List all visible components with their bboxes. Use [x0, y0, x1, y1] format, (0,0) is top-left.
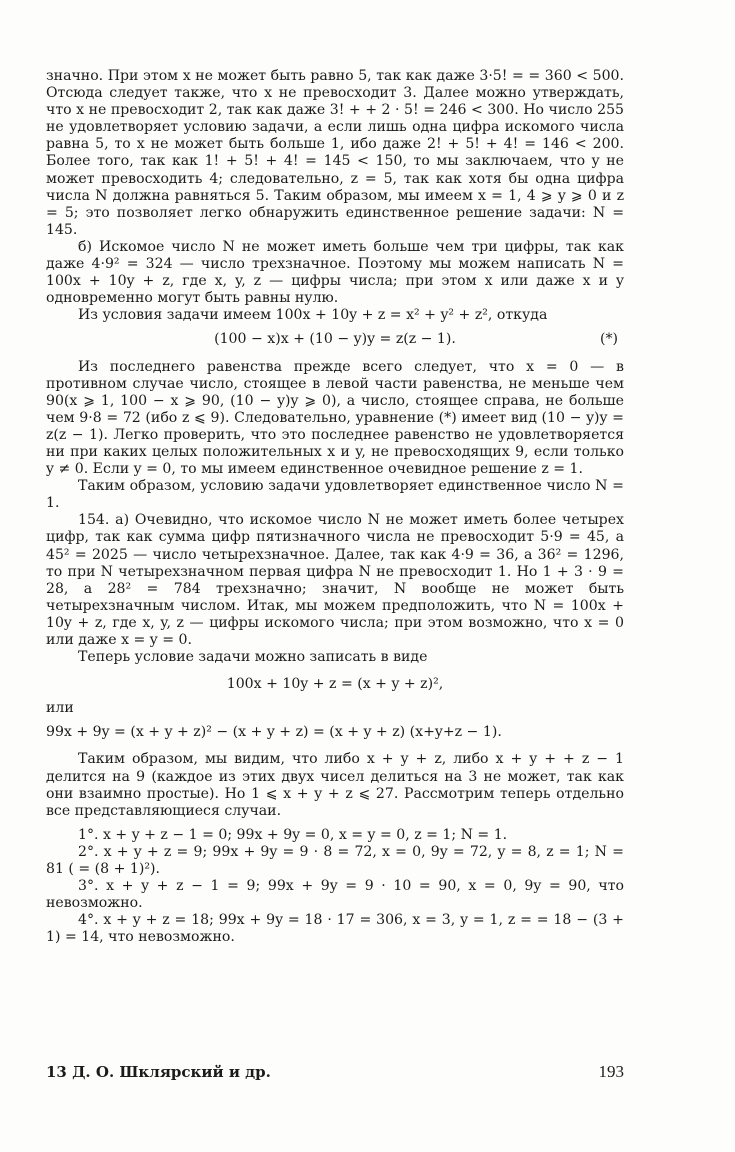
- equation-difference: 99x + 9y = (x + y + z)² − (x + y + z) = (x + y + z) (x+y+z − 1).: [46, 724, 502, 741]
- case-1: 1°. x + y + z − 1 = 0; 99x + 9y = 0, x = y = 0, z = 1; N = 1.: [78, 826, 508, 843]
- equation-star-row: [46, 331, 624, 348]
- paragraph-analysis: Из последнего равенства прежде всего следует, что x = 0 — в противном случае число, стоящее в левой части равенства, не меньше чем 90(x ⩾ 1, 100 − x ⩾ 90, (10 − y)y ⩾ 0), а число, стоящее справа, не больше чем 9·8 = 72 (ибо z ⩽ 9). Следовательно, уравнение (*) имеет вид (10 − y)y = z(z − 1). Легко проверить, что это последнее равенство не удовлетворяется ни при каких целых положительных x и y, не превосходящих 9, если только y ≠ 0. Если y = 0, то мы имеем единственное очевидное решение z = 1.: [46, 358, 624, 478]
- page-body: [46, 68, 624, 947]
- case-3: 3°. x + y + z − 1 = 9; 99x + 9y = 9 · 10 = 90, x = 0, 9y = 90, что невозможно.: [46, 878, 624, 912]
- paragraph-part-b: б) Искомое число N не может иметь больше чем три цифры, так как даже 4·9² = 324 — число трехзначное. Поэтому мы можем написать N = 100x + 10y + z, где x, y, z — цифры числа; при этом x или даже x и y одновременно могут быть равны нулю.: [46, 238, 624, 307]
- paragraph-restate: Теперь условие задачи можно записать в виде: [78, 649, 428, 666]
- equation-star: (100 − x)x + (10 − y)y = z(z − 1).: [214, 331, 456, 348]
- paragraph-problem-154: 154. а) Очевидно, что искомое число N не может иметь более четырех цифр, так как сумма цифр пятизначного числа не превосходит 5·9 = 45, а 45² = 2025 — число четырехзначное. Далее, так как 4·9 = 36, а 36² = 1296, то при N четырехзначном первая цифра N не превосходит 1. Но 1 + 3 · 9 = 28, а 28² = 784 трехзначно; значит, N вообще не может быть четырехзначным числом. Итак, мы можем предположить, что N = 100x + 10y + z, где x, y, z — цифры искомого числа; при этом возможно, что x = 0 или даже x = y = 0.: [46, 512, 624, 648]
- case-2: 2°. x + y + z = 9; 99x + 9y = 9 · 8 = 72, x = 0, 9y = 72, y = 8, z = 1; N = 81 ( = (8 + 1)²).: [46, 843, 624, 878]
- word-or: или: [46, 700, 74, 717]
- paragraph-continuation: значно. При этом x не может быть равно 5, так как даже 3·5! = = 360 < 500. Отсюда следует также, что x не превосходит 3. Далее можно утверждать, что x не превосходит 2, так как даже 3! + + 2 · 5! = 246 < 300. Но число 255 не удовлетворяет условию задачи, а если лишь одна цифра искомого числа равна 5, то x не может быть больше 1, ибо даже 2! + 5! + 4! = 146 < 200. Более того, так как 1! + 5! + 4! = 145 < 150, то мы заключаем, что y не может превосходить 4; следовательно, z = 5, так как хотя бы одна цифра числа N должна равняться 5. Таким образом, мы имеем x = 1, 4 ⩾ y ⩾ 0 и z = 5; это позволяет легко обнаружить единственное решение задачи: N = 145.: [46, 68, 624, 238]
- paragraph-divisibility: Таким образом, мы видим, что либо x + y + z, либо x + y + + z − 1 делится на 9 (каждое из этих двух чисел делиться на 3 не может, так как они взаимно простые). Но 1 ⩽ x + y + z ⩽ 27. Рассмотрим теперь отдельно все представляющиеся случаи.: [46, 751, 624, 819]
- page-number: 193: [598, 1062, 624, 1081]
- footer-signature: 13 Д. О. Шклярский и др.: [46, 1063, 271, 1081]
- equation-tag: (*): [599, 331, 618, 348]
- paragraph-condition: Из условия задачи имеем 100x + 10y + z = x² + y² + z², откуда: [78, 307, 548, 324]
- case-4: 4°. x + y + z = 18; 99x + 9y = 18 · 17 = 306, x = 3, y = 1, z = = 18 − (3 + 1) = 14, что невозможно.: [46, 912, 624, 946]
- paragraph-conclusion: Таким образом, условию задачи удовлетворяет единственное число N = 1.: [46, 478, 624, 512]
- equation-square: 100x + 10y + z = (x + y + z)²,: [226, 676, 444, 693]
